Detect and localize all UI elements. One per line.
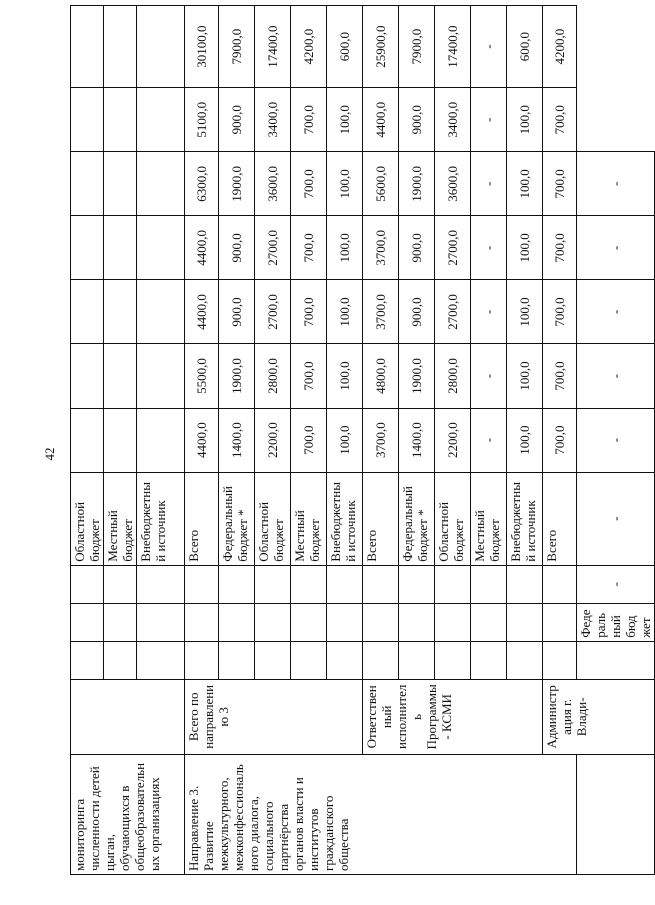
value-cell: 2800,0 <box>435 344 471 408</box>
value-cell: 3700,0 <box>363 280 399 344</box>
table-row <box>543 6 577 875</box>
value-cell: 100,0 <box>327 88 363 152</box>
value-cell: 17400,0 <box>255 6 291 88</box>
value-cell: 4400,0 <box>363 88 399 152</box>
empty-cell <box>327 603 363 641</box>
source-cell: Местный бюджет <box>291 472 327 565</box>
empty-cell <box>255 565 291 603</box>
value-cell <box>104 344 137 408</box>
value-cell: 6300,0 <box>185 152 219 216</box>
value-cell: - <box>577 152 655 216</box>
value-cell: 100,0 <box>327 216 363 280</box>
value-cell: 900,0 <box>219 216 255 280</box>
value-cell: 17400,0 <box>435 6 471 88</box>
empty-cell <box>255 603 291 641</box>
value-cell: 100,0 <box>507 344 543 408</box>
value-cell <box>104 280 137 344</box>
empty-cell <box>185 641 219 679</box>
value-cell <box>71 6 104 88</box>
value-cell: 100,0 <box>507 408 543 472</box>
source-cell: Областной бюджет <box>255 472 291 565</box>
value-cell: 3400,0 <box>255 88 291 152</box>
table-row <box>185 6 219 875</box>
value-cell: - <box>471 88 507 152</box>
empty-cell <box>471 603 507 641</box>
value-cell <box>104 408 137 472</box>
value-cell: 1900,0 <box>219 344 255 408</box>
value-cell: 3700,0 <box>363 408 399 472</box>
source-cell: Всего <box>363 472 399 565</box>
value-cell: 700,0 <box>543 216 577 280</box>
value-cell: 700,0 <box>291 280 327 344</box>
value-cell: 4200,0 <box>291 6 327 88</box>
value-cell: 5600,0 <box>363 152 399 216</box>
empty-cell <box>137 565 185 603</box>
value-cell: 5500,0 <box>185 344 219 408</box>
empty-cell <box>291 641 327 679</box>
empty-cell <box>137 641 185 679</box>
value-cell: 4400,0 <box>185 280 219 344</box>
value-cell: 100,0 <box>327 280 363 344</box>
empty-cell <box>291 565 327 603</box>
value-cell: 1900,0 <box>399 152 435 216</box>
executor-cell: Всего по направлению 3 <box>185 679 363 754</box>
value-cell: - <box>471 408 507 472</box>
value-cell: 1900,0 <box>219 152 255 216</box>
value-cell <box>137 408 185 472</box>
value-cell <box>71 344 104 408</box>
value-cell: 700,0 <box>291 152 327 216</box>
source-cell: Внебюджетный источник <box>327 472 363 565</box>
value-cell: 1900,0 <box>399 344 435 408</box>
table-row <box>71 6 104 875</box>
empty-cell <box>219 603 255 641</box>
empty-cell <box>399 603 435 641</box>
empty-cell <box>399 641 435 679</box>
value-cell: 700,0 <box>543 344 577 408</box>
empty-cell <box>577 641 655 679</box>
empty-cell <box>577 754 655 874</box>
value-cell <box>137 6 185 88</box>
budget-table <box>70 5 655 875</box>
empty-cell <box>543 565 577 603</box>
value-cell: - <box>471 344 507 408</box>
empty-cell <box>543 603 577 641</box>
empty-cell <box>255 641 291 679</box>
value-cell: 25900,0 <box>363 6 399 88</box>
value-cell: 30100,0 <box>185 6 219 88</box>
value-cell: - <box>577 565 655 603</box>
value-cell: 100,0 <box>327 344 363 408</box>
value-cell: 900,0 <box>219 280 255 344</box>
value-cell: 100,0 <box>507 216 543 280</box>
value-cell: 100,0 <box>507 88 543 152</box>
empty-cell <box>507 641 543 679</box>
executor-cell: Ответственный исполнитель Программы - КСМИ <box>363 679 543 754</box>
value-cell: 2700,0 <box>255 280 291 344</box>
value-cell: 2200,0 <box>255 408 291 472</box>
empty-cell <box>471 565 507 603</box>
source-cell: Федеральный бюджет * <box>399 472 435 565</box>
empty-cell <box>71 565 104 603</box>
value-cell: 3600,0 <box>255 152 291 216</box>
value-cell <box>104 88 137 152</box>
value-cell: - <box>471 280 507 344</box>
value-cell: - <box>577 472 655 565</box>
value-cell: 100,0 <box>327 152 363 216</box>
value-cell: 700,0 <box>543 88 577 152</box>
value-cell: 2800,0 <box>255 344 291 408</box>
value-cell: 4400,0 <box>185 408 219 472</box>
value-cell: - <box>471 216 507 280</box>
value-cell <box>104 6 137 88</box>
value-cell: 600,0 <box>507 6 543 88</box>
value-cell: 700,0 <box>543 280 577 344</box>
value-cell: 600,0 <box>327 6 363 88</box>
value-cell: 3600,0 <box>435 152 471 216</box>
empty-cell <box>104 603 137 641</box>
value-cell: - <box>577 216 655 280</box>
value-cell <box>71 152 104 216</box>
value-cell: 2700,0 <box>435 216 471 280</box>
source-cell: Областной бюджет <box>71 472 104 565</box>
value-cell: 700,0 <box>291 408 327 472</box>
value-cell <box>104 152 137 216</box>
activity-cell: мониторинга численности детей цыган, обучающихся в общеобразовательных организациях <box>71 754 185 874</box>
empty-cell <box>137 603 185 641</box>
empty-cell <box>507 565 543 603</box>
value-cell <box>137 216 185 280</box>
value-cell: 900,0 <box>399 216 435 280</box>
empty-cell <box>363 641 399 679</box>
value-cell: - <box>577 344 655 408</box>
value-cell: 700,0 <box>291 88 327 152</box>
source-cell: Федеральный бюджет * <box>219 472 255 565</box>
empty-cell <box>185 603 219 641</box>
empty-cell <box>435 603 471 641</box>
empty-cell <box>543 641 577 679</box>
source-cell: Местный бюджет <box>104 472 137 565</box>
source-cell: Внебюджетный источник <box>137 472 185 565</box>
empty-cell <box>435 641 471 679</box>
value-cell: - <box>577 408 655 472</box>
empty-cell <box>399 565 435 603</box>
value-cell: 700,0 <box>543 408 577 472</box>
value-cell <box>71 408 104 472</box>
source-cell: Всего <box>543 472 577 565</box>
source-cell: Федеральный бюджет <box>577 603 655 641</box>
empty-cell <box>327 641 363 679</box>
value-cell: 700,0 <box>291 344 327 408</box>
value-cell: 700,0 <box>291 216 327 280</box>
value-cell: 1400,0 <box>399 408 435 472</box>
empty-cell <box>104 641 137 679</box>
empty-cell <box>71 641 104 679</box>
empty-cell <box>363 603 399 641</box>
value-cell <box>137 88 185 152</box>
empty-cell <box>435 565 471 603</box>
value-cell: 900,0 <box>399 88 435 152</box>
value-cell: 7900,0 <box>399 6 435 88</box>
source-cell: Внебюджетный источник <box>507 472 543 565</box>
value-cell: 700,0 <box>543 152 577 216</box>
value-cell: 900,0 <box>399 280 435 344</box>
source-cell: Всего <box>185 472 219 565</box>
value-cell: 4200,0 <box>543 6 577 88</box>
value-cell <box>137 280 185 344</box>
empty-cell <box>71 603 104 641</box>
value-cell <box>104 216 137 280</box>
executor-cell: Администрация г. Влади- <box>543 679 655 754</box>
value-cell: 3700,0 <box>363 216 399 280</box>
empty-cell <box>219 641 255 679</box>
rotated-table-wrapper <box>70 5 653 875</box>
activity-cell: Направление 3. Развитие межкультурного, межконфессионального диалога, социального партнёрства органов власти и институтов гражданского общества <box>185 754 577 874</box>
value-cell: 100,0 <box>507 280 543 344</box>
empty-cell <box>507 603 543 641</box>
value-cell: 100,0 <box>507 152 543 216</box>
value-cell: 7900,0 <box>219 6 255 88</box>
empty-cell <box>219 565 255 603</box>
empty-cell <box>363 565 399 603</box>
value-cell: 100,0 <box>327 408 363 472</box>
empty-cell <box>327 565 363 603</box>
empty-cell <box>104 565 137 603</box>
value-cell <box>137 152 185 216</box>
value-cell: 2200,0 <box>435 408 471 472</box>
value-cell <box>71 88 104 152</box>
empty-cell <box>185 565 219 603</box>
value-cell: 1400,0 <box>219 408 255 472</box>
value-cell <box>71 216 104 280</box>
value-cell: 900,0 <box>219 88 255 152</box>
value-cell: 5100,0 <box>185 88 219 152</box>
value-cell: 4800,0 <box>363 344 399 408</box>
value-cell: - <box>471 152 507 216</box>
value-cell <box>137 344 185 408</box>
value-cell: - <box>577 280 655 344</box>
source-cell: Областной бюджет <box>435 472 471 565</box>
table-row <box>363 6 399 875</box>
page-number: 42 <box>42 447 57 461</box>
value-cell: - <box>471 6 507 88</box>
value-cell <box>71 280 104 344</box>
value-cell: 2700,0 <box>255 216 291 280</box>
value-cell: 4400,0 <box>185 216 219 280</box>
empty-cell <box>291 603 327 641</box>
value-cell: 2700,0 <box>435 280 471 344</box>
executor-cell <box>71 679 185 754</box>
source-cell: Местный бюджет <box>471 472 507 565</box>
value-cell: 3400,0 <box>435 88 471 152</box>
empty-cell <box>471 641 507 679</box>
